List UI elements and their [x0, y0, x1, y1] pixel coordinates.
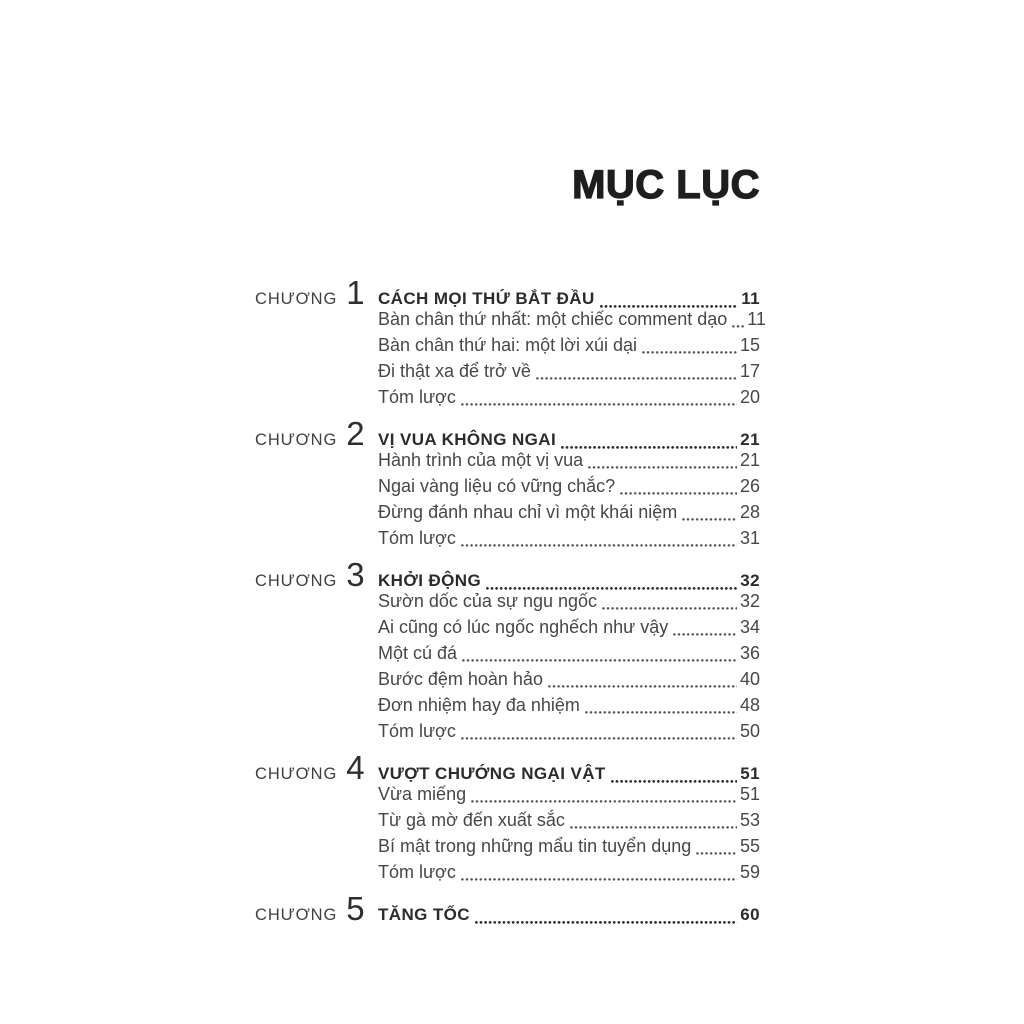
dot-leader: [461, 737, 737, 740]
toc-item-row: [378, 306, 766, 332]
toc-item-row: [378, 666, 760, 692]
chapter-items: [255, 588, 760, 744]
dot-leader: [536, 377, 737, 380]
dot-leader: [588, 466, 737, 469]
toc-item-row: [378, 384, 760, 410]
chapter-label: [255, 415, 378, 453]
chapter-title: VỊ VUA KHÔNG NGAI: [378, 430, 557, 449]
chapter-word: CHƯƠNG: [255, 572, 338, 590]
dot-leader: [462, 659, 737, 662]
chapter-number: 3: [346, 556, 365, 593]
toc-item-page-number: 34: [739, 617, 760, 637]
toc-item-row: [378, 640, 760, 666]
chapter-label: [255, 749, 378, 787]
dot-leader: [561, 446, 737, 449]
toc-item-row: [378, 525, 760, 551]
chapter-number: 1: [346, 274, 365, 311]
toc-item-page-number: 36: [739, 643, 760, 663]
chapter-title: KHỞI ĐỘNG: [378, 571, 482, 590]
toc-item-row: [378, 473, 760, 499]
dot-leader: [585, 711, 737, 714]
chapter-number: 4: [346, 749, 365, 786]
toc-item-page-number: 51: [739, 784, 760, 804]
toc-item-page-number: 31: [739, 528, 760, 548]
toc-item-page-number: 40: [739, 669, 760, 689]
dot-leader: [696, 852, 737, 855]
chapter-heading-row: [255, 556, 760, 593]
chapter-page-number: 11: [741, 289, 760, 308]
toc-item-title: Ngai vàng liệu có vững chắc?: [378, 476, 616, 496]
toc-list: [255, 274, 766, 933]
chapter-heading-row: [255, 274, 760, 311]
toc-item-page-number: 59: [739, 862, 760, 882]
toc-item-page-number: 50: [739, 721, 760, 741]
toc-item-row: [378, 499, 760, 525]
dot-leader: [461, 544, 737, 547]
chapter-word: CHƯƠNG: [255, 906, 338, 924]
chapter-title: CÁCH MỌI THỨ BẮT ĐẦU: [378, 289, 595, 308]
toc-item-title: Tóm lược: [378, 528, 456, 548]
chapter-page-number: 32: [740, 571, 760, 590]
chapter-label: [255, 274, 378, 312]
toc-item-title: Bước đệm hoàn hảo: [378, 669, 543, 689]
chapter-heading-row: [255, 415, 760, 452]
dot-leader: [570, 826, 737, 829]
toc-item-page-number: 48: [739, 695, 760, 715]
chapter-section: [255, 890, 760, 927]
chapter-title-row: [378, 902, 760, 928]
toc-item-row: [378, 833, 760, 859]
chapter-page-number: 60: [740, 905, 760, 924]
chapter-items: [255, 781, 760, 885]
toc-item-title: Đừng đánh nhau chỉ vì một khái niệm: [378, 502, 678, 522]
page-title: MỤC LỤC: [572, 162, 760, 207]
toc-item-page-number: 21: [739, 450, 760, 470]
chapter-section: [255, 749, 760, 885]
toc-item-page-number: 55: [739, 836, 760, 856]
dot-leader: [673, 633, 737, 636]
toc-item-title: Một cú đá: [378, 643, 458, 663]
chapter-page-number: 21: [740, 430, 760, 449]
toc-item-row: [378, 332, 760, 358]
toc-item-title: Bàn chân thứ nhất: một chiếc comment dạo: [378, 309, 728, 329]
toc-item-row: [378, 692, 760, 718]
toc-item-title: Bàn chân thứ hai: một lời xúi dại: [378, 335, 637, 355]
chapter-word: CHƯƠNG: [255, 765, 338, 783]
toc-item-title: Tóm lược: [378, 387, 456, 407]
toc-item-page-number: 28: [739, 502, 760, 522]
chapter-word: CHƯƠNG: [255, 431, 338, 449]
toc-item-row: [378, 718, 760, 744]
toc-item-page-number: 11: [747, 309, 766, 329]
toc-item-row: [378, 358, 760, 384]
dot-leader: [461, 878, 737, 881]
chapter-heading-row: [255, 749, 760, 786]
toc-item-page-number: 15: [739, 335, 760, 355]
chapter-items: [255, 306, 766, 410]
toc-item-title: Tóm lược: [378, 721, 456, 741]
dot-leader: [475, 921, 737, 924]
toc-item-title: Ai cũng có lúc ngốc nghếch như vậy: [378, 617, 669, 637]
chapter-section: [255, 415, 760, 551]
dot-leader: [732, 325, 744, 328]
toc-item-row: [378, 807, 760, 833]
toc-item-page-number: 26: [739, 476, 760, 496]
toc-item-title: Từ gà mờ đến xuất sắc: [378, 810, 565, 830]
dot-leader: [682, 518, 737, 521]
dot-leader: [548, 685, 737, 688]
toc-item-title: Vừa miếng: [378, 784, 467, 804]
chapter-heading-row: [255, 890, 760, 927]
chapter-title: VƯỢT CHƯỚNG NGẠI VẬT: [378, 764, 606, 783]
chapter-label: [255, 556, 378, 594]
toc-item-page-number: 20: [739, 387, 760, 407]
toc-item-title: Hành trình của một vị vua: [378, 450, 584, 470]
dot-leader: [611, 780, 738, 783]
chapter-label: [255, 890, 378, 928]
toc-item-title: Đơn nhiệm hay đa nhiệm: [378, 695, 580, 715]
chapter-number: 5: [346, 890, 365, 927]
toc-item-page-number: 32: [739, 591, 760, 611]
chapter-page-number: 51: [740, 764, 760, 783]
chapter-items: [255, 447, 760, 551]
dot-leader: [471, 800, 737, 803]
chapter-title: TĂNG TỐC: [378, 905, 470, 924]
chapter-section: [255, 556, 760, 744]
dot-leader: [642, 351, 737, 354]
toc-item-row: [378, 614, 760, 640]
toc-item-title: Đi thật xa để trở về: [378, 361, 531, 381]
toc-item-page-number: 17: [739, 361, 760, 381]
dot-leader: [602, 607, 737, 610]
chapter-section: [255, 274, 766, 410]
toc-item-row: [378, 859, 760, 885]
toc-item-title: Tóm lược: [378, 862, 456, 882]
dot-leader: [461, 403, 737, 406]
chapter-number: 2: [346, 415, 365, 452]
dot-leader: [620, 492, 737, 495]
chapter-word: CHƯƠNG: [255, 290, 338, 308]
toc-item-title: Bí mật trong những mẩu tin tuyển dụng: [378, 836, 692, 856]
toc-item-page-number: 53: [739, 810, 760, 830]
toc-item-title: Sườn dốc của sự ngu ngốc: [378, 591, 598, 611]
